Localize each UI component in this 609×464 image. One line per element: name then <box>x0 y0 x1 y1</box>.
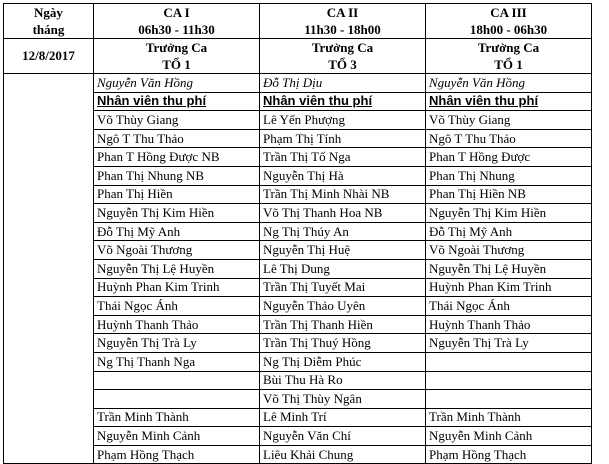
staff-cell-shift-2: Nguyễn Thảo Uyên <box>260 297 426 316</box>
staff-cell-shift-3: Nguyễn Thị Lệ Huyền <box>426 259 592 278</box>
staff-cell-shift-1: Ngô T Thu Thảo <box>94 129 260 148</box>
shift-1-time: 06h30 - 11h30 <box>138 22 215 37</box>
shift-1-name: CA I <box>163 5 190 20</box>
shift-2-leader-title: Trưởng Ca <box>311 40 374 55</box>
staff-cell-shift-1: Trần Minh Thành <box>94 408 260 427</box>
staff-cell-shift-3: Nguyễn Thị Kim Hiền <box>426 204 592 223</box>
shift-1-leader: Nguyễn Văn Hồng <box>94 74 260 93</box>
staff-cell-shift-3 <box>426 371 592 390</box>
shift-2-team-cell <box>260 39 426 74</box>
staff-cell-shift-1: Nguyễn Thị Trà Ly <box>94 334 260 353</box>
staff-cell-shift-2: Nguyễn Thị Hà <box>260 166 426 185</box>
staff-cell-shift-1: Phan Thị Nhung NB <box>94 166 260 185</box>
staff-cell-shift-1: Huỳnh Phan Kim Trinh <box>94 278 260 297</box>
staff-cell-shift-2: Bùi Thu Hà Ro <box>260 371 426 390</box>
staff-cell-shift-1: Ng Thị Thanh Nga <box>94 352 260 371</box>
date-label-line-2: tháng <box>32 22 65 37</box>
staff-cell-shift-3: Phan Thị Hiền NB <box>426 185 592 204</box>
staff-cell-shift-2: Võ Thị Thanh Hoa NB <box>260 204 426 223</box>
shift-3-time: 18h00 - 06h30 <box>469 22 548 37</box>
staff-cell-shift-1: Đỗ Thị Mỹ Anh <box>94 222 260 241</box>
staff-cell-shift-2: Nguyễn Văn Chí <box>260 427 426 446</box>
staff-cell-shift-3: Ngô T Thu Thảo <box>426 129 592 148</box>
staff-cell-shift-3: Phạm Hồng Thạch <box>426 445 592 464</box>
staff-cell-shift-3: Huỳnh Phan Kim Trinh <box>426 278 592 297</box>
staff-cell-shift-2: Trần Thị Minh Nhài NB <box>260 185 426 204</box>
shift-3-team-cell <box>426 39 592 74</box>
staff-cell-shift-1: Võ Ngoài Thương <box>94 241 260 260</box>
staff-cell-shift-3: Thái Ngọc Ánh <box>426 297 592 316</box>
staff-cell-shift-1: Phạm Hồng Thạch <box>94 445 260 464</box>
shift-2-team: TỔ 3 <box>328 57 357 72</box>
shift-2-staff-heading: Nhân viên thu phí <box>260 92 426 111</box>
staff-cell-shift-1: Nguyễn Thị Lệ Huyền <box>94 259 260 278</box>
date-label-cell <box>4 4 94 39</box>
staff-cell-shift-3: Nguyễn Thị Trà Ly <box>426 334 592 353</box>
date-label-line-1: Ngày <box>34 5 63 20</box>
shift-1-team: TỔ 1 <box>162 57 191 72</box>
shift-3-team: TỔ 1 <box>494 57 523 72</box>
staff-cell-shift-3: Võ Ngoài Thương <box>426 241 592 260</box>
staff-cell-shift-3 <box>426 352 592 371</box>
shift-1-team-cell <box>94 39 260 74</box>
staff-cell-shift-1: Thái Ngọc Ánh <box>94 297 260 316</box>
staff-cell-shift-2: Võ Thị Thùy Ngân <box>260 390 426 409</box>
shift-2-name: CA II <box>326 5 359 20</box>
staff-cell-shift-2: Ng Thị Diễm Phúc <box>260 352 426 371</box>
leader-row <box>4 74 592 93</box>
staff-cell-shift-1: Phan T Hồng Được NB <box>94 148 260 167</box>
staff-cell-shift-3: Võ Thùy Giang <box>426 111 592 130</box>
shift-3-leader-title: Trưởng Ca <box>477 40 540 55</box>
staff-cell-shift-1: Huỳnh Thanh Thảo <box>94 315 260 334</box>
staff-cell-shift-3: Phan T Hồng Được <box>426 148 592 167</box>
staff-cell-shift-2: Phạm Thị Tính <box>260 129 426 148</box>
staff-cell-shift-1 <box>94 390 260 409</box>
date-column-spacer <box>4 74 94 464</box>
shift-2-leader: Đỗ Thị Dịu <box>260 74 426 93</box>
staff-cell-shift-2: Ng Thị Thúy An <box>260 222 426 241</box>
staff-cell-shift-3: Phan Thị Nhung <box>426 166 592 185</box>
shift-3-leader: Nguyễn Văn Hồng <box>426 74 592 93</box>
date-cell: 12/8/2017 <box>4 39 94 74</box>
staff-cell-shift-1: Phan Thị Hiền <box>94 185 260 204</box>
shift-3-staff-heading: Nhân viên thu phí <box>426 92 592 111</box>
staff-cell-shift-1 <box>94 371 260 390</box>
staff-cell-shift-3: Trần Minh Thành <box>426 408 592 427</box>
staff-cell-shift-1: Võ Thùy Giang <box>94 111 260 130</box>
shift-3-header <box>426 4 592 39</box>
staff-cell-shift-3: Đỗ Thị Mỹ Anh <box>426 222 592 241</box>
shift-2-time: 11h30 - 18h00 <box>304 22 381 37</box>
staff-cell-shift-2: Lê Thị Dung <box>260 259 426 278</box>
staff-cell-shift-3 <box>426 390 592 409</box>
shift-3-name: CA III <box>490 5 527 20</box>
staff-cell-shift-1: Nguyễn Thị Kim Hiền <box>94 204 260 223</box>
shift-schedule-table <box>3 3 592 464</box>
staff-cell-shift-2: Lê Minh Trí <box>260 408 426 427</box>
staff-cell-shift-2: Trần Thị Thuý Hồng <box>260 334 426 353</box>
shift-1-staff-heading: Nhân viên thu phí <box>94 92 260 111</box>
staff-cell-shift-2: Trần Thị Tuyết Mai <box>260 278 426 297</box>
staff-cell-shift-2: Trần Thị Tố Nga <box>260 148 426 167</box>
staff-cell-shift-2: Lê Yến Phượng <box>260 111 426 130</box>
shift-2-header <box>260 4 426 39</box>
staff-cell-shift-3: Huỳnh Thanh Thảo <box>426 315 592 334</box>
shift-1-header <box>94 4 260 39</box>
staff-cell-shift-3: Nguyễn Minh Cảnh <box>426 427 592 446</box>
staff-cell-shift-1: Nguyễn Minh Cảnh <box>94 427 260 446</box>
header-row-2 <box>4 39 592 74</box>
staff-cell-shift-2: Liêu Khải Chung <box>260 445 426 464</box>
staff-cell-shift-2: Trần Thị Thanh Hiền <box>260 315 426 334</box>
shift-1-leader-title: Trưởng Ca <box>145 40 208 55</box>
staff-cell-shift-2: Nguyễn Thị Huệ <box>260 241 426 260</box>
